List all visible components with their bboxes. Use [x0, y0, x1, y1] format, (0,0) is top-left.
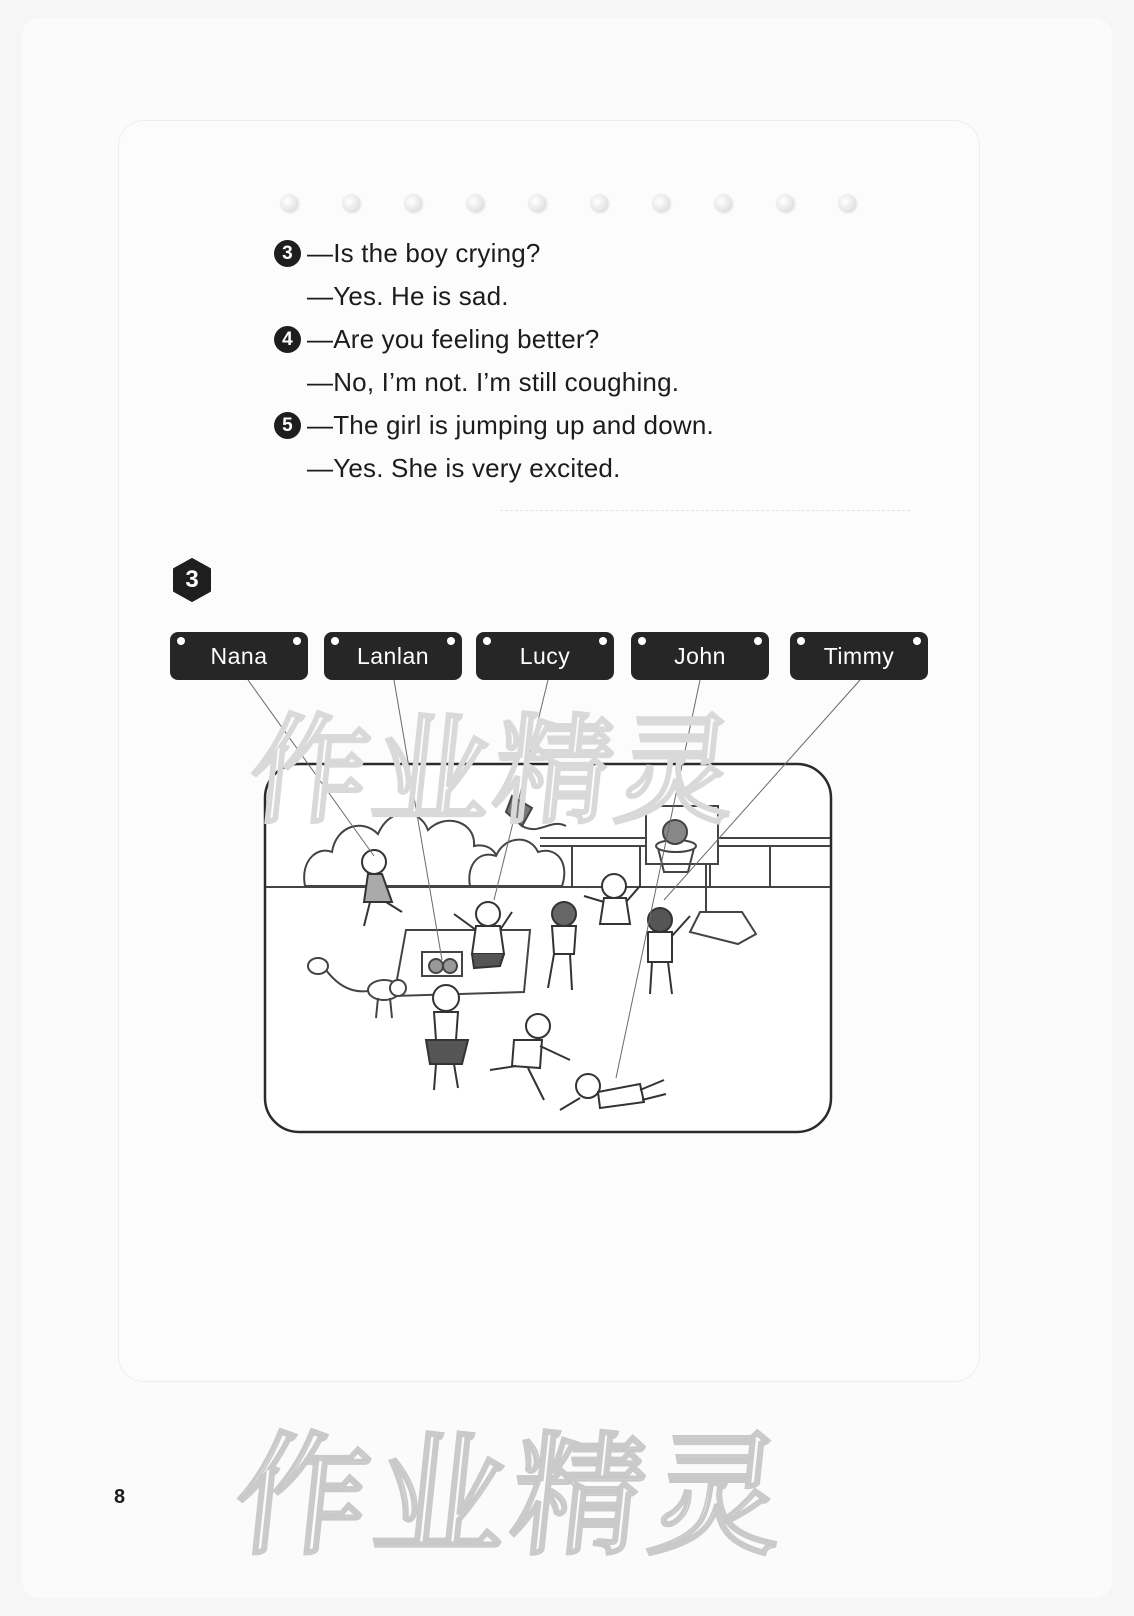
name-tag-timmy[interactable]: Timmy [790, 632, 928, 680]
name-tag-nana[interactable]: Nana [170, 632, 308, 680]
name-tag-lucy[interactable]: Lucy [476, 632, 614, 680]
item-number-badge: 4 [274, 326, 301, 353]
name-tag-john[interactable]: John [631, 632, 769, 680]
question-text: —Is the boy crying? [307, 238, 541, 268]
picnic-mat [394, 930, 530, 996]
page-number: 8 [114, 1486, 126, 1508]
section-number: 3 [185, 566, 199, 593]
item-number-badge: 3 [274, 240, 301, 267]
question-text: —Are you feeling better? [307, 324, 600, 354]
scene-frame [265, 764, 831, 1132]
dialog-answer: —Yes. He is sad. [307, 281, 509, 311]
dialog-answer: —Yes. She is very excited. [307, 453, 621, 483]
question-text: —The girl is jumping up and down. [307, 410, 714, 440]
item-number-badge: 5 [274, 412, 301, 439]
dialog-answer: —No, I’m not. I’m still coughing. [307, 367, 680, 397]
name-tag-lanlan[interactable]: Lanlan [324, 632, 462, 680]
